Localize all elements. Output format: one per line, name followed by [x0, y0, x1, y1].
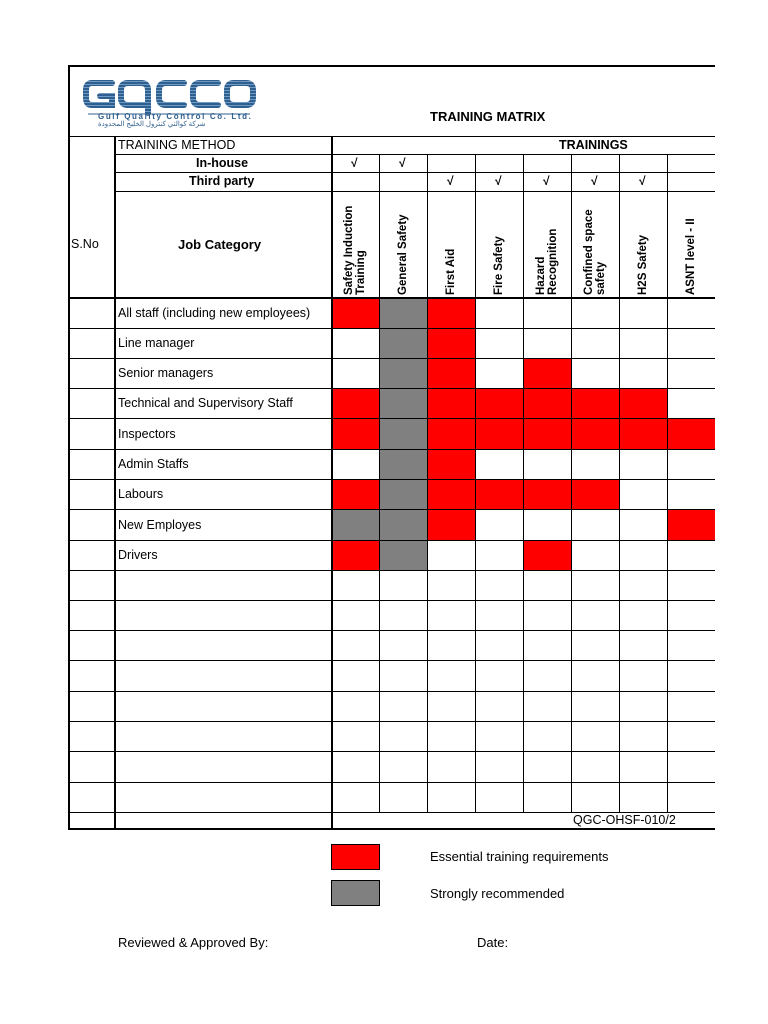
grid-hline — [68, 479, 715, 480]
grid-hline — [68, 630, 715, 631]
matrix-cell-essential — [571, 479, 619, 509]
grid-hline — [114, 191, 715, 192]
grid-vline — [475, 154, 476, 812]
training-header-line: First Aid — [445, 248, 457, 295]
matrix-cell-essential — [523, 540, 571, 570]
matrix-cell-essential — [475, 418, 523, 449]
matrix-cell-essential — [619, 418, 667, 449]
training-header — [397, 214, 409, 295]
grid-vline — [114, 136, 116, 829]
trainings-label: TRAININGS — [559, 138, 628, 152]
matrix-cell-recommended — [379, 418, 427, 449]
training-header-line: H2S Safety — [637, 234, 649, 295]
grid-vline — [523, 154, 524, 812]
date-label: Date: — [477, 935, 509, 950]
matrix-cell-essential — [331, 388, 379, 418]
matrix-cell-essential — [667, 418, 715, 449]
training-header — [583, 209, 607, 295]
third-party-label: Third party — [189, 174, 255, 188]
job-category-label: Senior managers — [118, 366, 214, 380]
training-header — [493, 236, 505, 295]
matrix-cell-essential — [523, 388, 571, 418]
matrix-cell-recommended — [379, 388, 427, 418]
form-code: QGC-OHSF-010/2 — [573, 813, 676, 827]
grid-vline — [331, 136, 333, 829]
matrix-cell-essential — [427, 418, 475, 449]
legend-recommended-label: Strongly recommended — [430, 886, 565, 901]
reviewed-approved-label: Reviewed & Approved By: — [118, 935, 269, 950]
matrix-cell-essential — [331, 418, 379, 449]
grid-hline — [68, 358, 715, 359]
grid-vline — [667, 154, 668, 812]
grid-hline — [68, 328, 715, 329]
company-logo — [82, 76, 257, 128]
grid-hline — [68, 297, 715, 299]
job-category-label: All staff (including new employees) — [118, 306, 311, 320]
training-header — [685, 218, 697, 295]
matrix-cell-recommended — [379, 540, 427, 570]
in-house-label: In-house — [196, 156, 249, 170]
training-header-line: Recognition — [547, 228, 559, 295]
matrix-cell-essential — [667, 509, 715, 540]
job-category-label: Admin Staffs — [118, 457, 189, 471]
grid-vline — [427, 154, 428, 812]
training-header-line: ASNT level - II — [685, 218, 697, 295]
matrix-cell-essential — [427, 328, 475, 358]
matrix-cell-essential — [427, 479, 475, 509]
job-category-header: Job Category — [178, 237, 262, 252]
legend-essential-label: Essential training requirements — [430, 849, 609, 864]
matrix-cell-essential — [523, 418, 571, 449]
job-category-label: Inspectors — [118, 426, 176, 441]
matrix-cell-essential — [331, 479, 379, 509]
matrix-cell-essential — [475, 388, 523, 418]
matrix-cell-essential — [427, 449, 475, 479]
matrix-cell-essential — [523, 479, 571, 509]
grid-vline — [68, 65, 70, 830]
grid-vline — [619, 154, 620, 812]
job-category-label: Technical and Supervisory Staff — [118, 396, 293, 410]
matrix-cell-recommended — [379, 479, 427, 509]
matrix-cell-essential — [619, 388, 667, 418]
grid-hline — [68, 65, 715, 67]
matrix-cell-essential — [523, 358, 571, 388]
logo-subtitle-arabic: شركة كوالتي كنترول الخليج المحدودة — [98, 121, 206, 128]
grid-hline — [114, 154, 715, 155]
matrix-cell-essential — [427, 358, 475, 388]
third-party-check: √ — [591, 174, 598, 188]
matrix-cell-essential — [427, 509, 475, 540]
job-category-label: Drivers — [118, 548, 158, 562]
matrix-cell-recommended — [331, 509, 379, 540]
third-party-check: √ — [447, 174, 454, 188]
third-party-check: √ — [639, 174, 646, 188]
matrix-cell-essential — [427, 388, 475, 418]
legend-recommended-swatch — [331, 880, 380, 906]
grid-hline — [114, 172, 715, 173]
training-header-line: safety — [595, 261, 607, 295]
legend-essential-swatch — [331, 844, 380, 870]
job-category-label: Labours — [118, 487, 164, 501]
grid-hline — [68, 828, 715, 830]
training-method-label: TRAINING METHOD — [118, 138, 236, 152]
matrix-cell-essential — [571, 388, 619, 418]
grid-hline — [68, 782, 715, 783]
training-header-line: Training — [355, 250, 367, 295]
grid-hline — [68, 721, 715, 722]
grid-hline — [68, 449, 715, 450]
training-header-line: Hazard — [535, 256, 547, 295]
logo-subtitle-english: Gulf Quality Control Co. Ltd. — [98, 112, 253, 121]
third-party-check: √ — [495, 174, 502, 188]
grid-vline — [571, 154, 572, 812]
grid-hline — [68, 600, 715, 601]
training-header-line: Safety Induction — [343, 205, 355, 295]
matrix-cell-essential — [331, 298, 379, 328]
training-header — [637, 235, 649, 295]
in-house-check: √ — [399, 156, 406, 170]
grid-hline — [68, 660, 715, 661]
matrix-cell-recommended — [379, 509, 427, 540]
training-header — [343, 206, 367, 295]
training-header — [535, 229, 559, 295]
matrix-cell-essential — [331, 540, 379, 570]
training-header-line: General Safety — [397, 214, 409, 295]
training-header — [445, 249, 457, 295]
matrix-cell-recommended — [379, 358, 427, 388]
matrix-cell-recommended — [379, 328, 427, 358]
job-category-label: New Employes — [118, 517, 202, 532]
job-category-label: Line manager — [118, 336, 195, 350]
grid-hline — [68, 540, 715, 541]
grid-hline — [68, 509, 715, 510]
grid-hline — [68, 691, 715, 692]
matrix-cell-recommended — [379, 449, 427, 479]
grid-hline — [68, 388, 715, 389]
grid-hline — [68, 136, 715, 137]
matrix-cell-essential — [427, 298, 475, 328]
grid-hline — [68, 570, 715, 571]
sno-header: S.No — [71, 237, 99, 251]
grid-hline — [68, 418, 715, 419]
matrix-cell-essential — [571, 418, 619, 449]
training-header-line: Confined space — [583, 209, 595, 295]
training-header-line: Fire Safety — [493, 236, 505, 295]
matrix-cell-recommended — [379, 298, 427, 328]
grid-vline — [379, 154, 380, 812]
grid-hline — [68, 751, 715, 752]
matrix-cell-essential — [475, 479, 523, 509]
page-title: TRAINING MATRIX — [430, 109, 546, 124]
in-house-check: √ — [351, 156, 358, 170]
third-party-check: √ — [543, 174, 550, 188]
